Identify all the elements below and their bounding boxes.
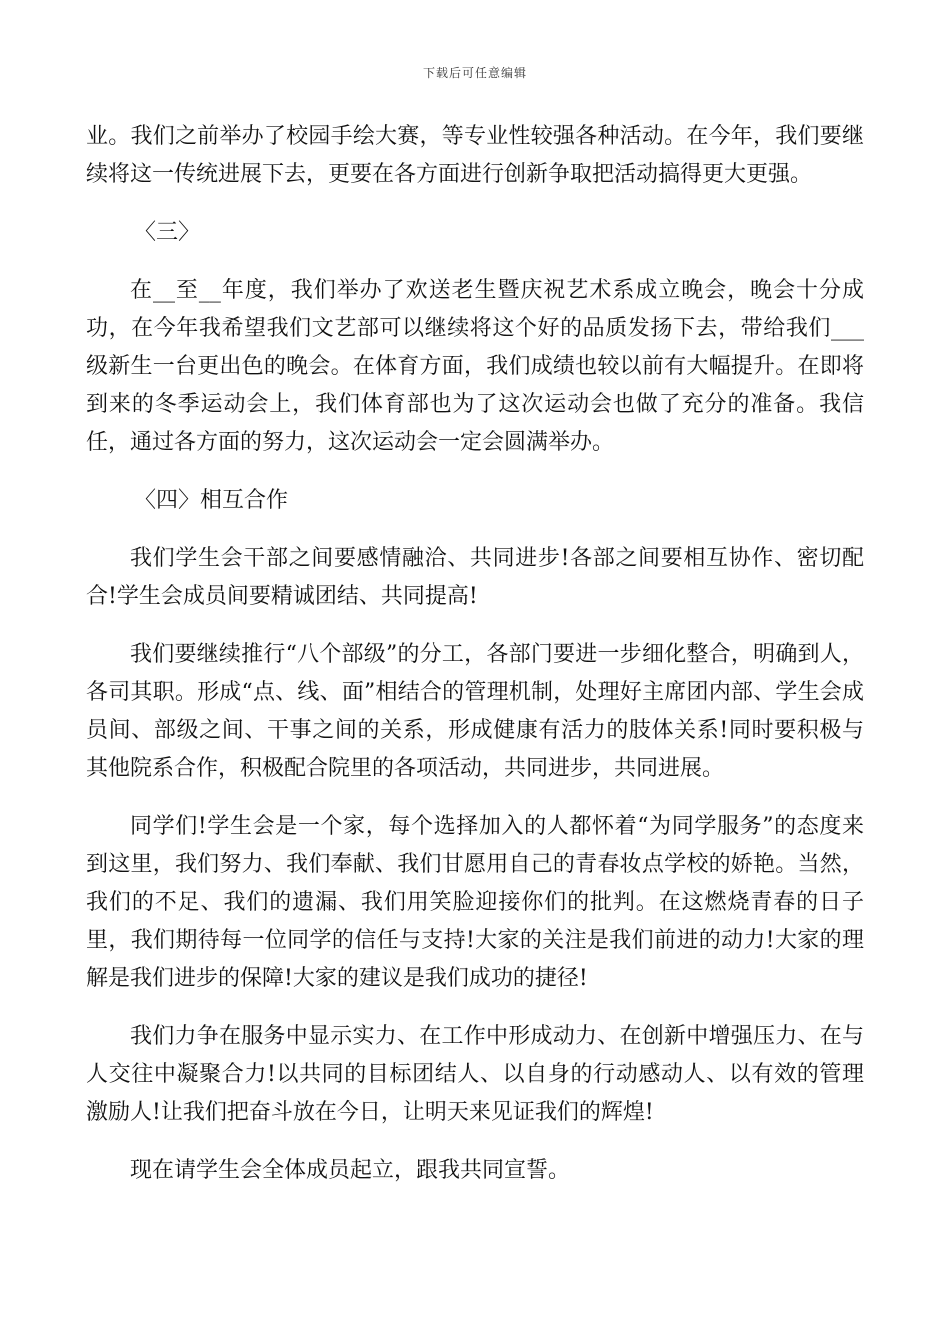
- document-body: [86, 118, 864, 1210]
- paragraph-oath: 现在请学生会全体成员起立，跟我共同宣誓。: [130, 1158, 571, 1183]
- paragraph-students-address: 同学们!学生会是一个家，每个选择加入的人都怀着“为同学服务”的态度来到这里，我们努力、我们奉献、我们甘愿用自己的青春妆点学校的娇艳。当然，我们的不足、我们的遗漏、我们用笑脸迎接你们的批判。在这燃烧青春的日子里，我们期待每一位同学的信任与支持!大家的关注是我们前进的动力!大家的理解是我们进步的保障!大家的建议是我们成功的捷径!: [86, 814, 864, 991]
- paragraph-continued: 业。我们之前举办了校园手绘大赛，等专业性较强各种活动。在今年，我们要继续将这一传统进展下去，更要在各方面进行创新争取把活动搞得更大更强。: [86, 124, 864, 187]
- page-header-note: 下载后可任意编辑: [422, 66, 527, 80]
- paragraph-strive: 我们力争在服务中显示实力、在工作中形成动力、在创新中增强压力、在与人交往中凝聚合力!以共同的目标团结人、以自身的行动感动人、以有效的管理激励人!让我们把奋斗放在今日，让明天来见证我们的辉煌!: [86, 1024, 864, 1125]
- section-heading-four: 〈四〉相互合作: [134, 488, 289, 513]
- paragraph-evening-party: 在__至__年度，我们举办了欢送老生暨庆祝艺术系成立晚会，晚会十分成功，在今年我希望我们文艺部可以继续将这个好的品质发扬下去，带给我们___级新生一台更出色的晚会。在体育方面，我们成绩也较以前有大幅提升。在即将到来的冬季运动会上，我们体育部也为了这次运动会也做了充分的准备。我信任，通过各方面的努力，这次运动会一定会圆满举办。: [86, 278, 864, 455]
- section-heading-three: 〈三〉: [134, 220, 201, 245]
- paragraph-divisions: 我们要继续推行“八个部级”的分工，各部门要进一步细化整合，明确到人，各司其职。形成“点、线、面”相结合的管理机制，处理好主席团内部、学生会成员间、部级之间、干事之间的关系，形成健康有活力的肢体关系!同时要积极与其他院系合作，积极配合院里的各项活动，共同进步，共同进展。: [86, 642, 864, 781]
- paragraph-cooperation: 我们学生会干部之间要感情融洽、共同进步!各部之间要相互协作、密切配合!学生会成员间要精诚团结、共同提高!: [86, 546, 864, 609]
